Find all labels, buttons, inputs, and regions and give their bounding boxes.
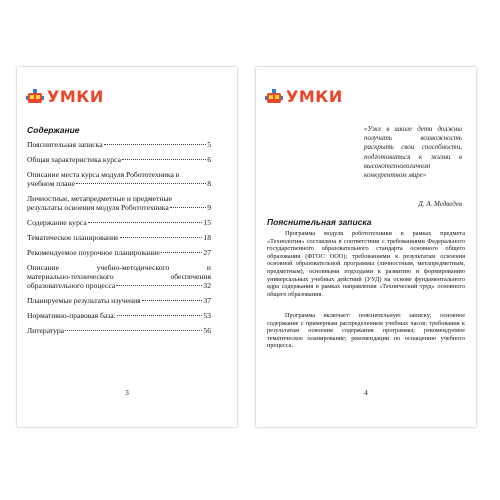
toc-item-page: 8 [207,179,211,188]
section-heading: Пояснительная записка [267,217,372,227]
toc-item-title: Рекомендуемое поурочное планирование [27,248,160,257]
robot-logo-icon [25,89,45,105]
left-page [17,67,237,427]
toc-item-title: Планируемые результаты изучения [27,296,141,305]
page-number: 3 [125,388,129,397]
toc-item[interactable] [27,194,211,212]
toc-item-title: Тематическое планирование [27,233,119,242]
toc-item-title: результаты освоения модуля Робототехника [27,203,169,212]
toc-item[interactable] [27,326,211,335]
toc-item-page: 5 [207,140,211,149]
toc-item[interactable] [27,296,211,305]
epigraph: «Уже в школе дети должны получить возможность раскрыть свои способности, подготовиться к жизни в высокотехнологичном конкурентном мире» [364,125,462,180]
toc-item[interactable] [27,263,211,290]
body-paragraph: Программа включает: пояснительную записку; основное содержание с примерным распределением учебных часов; требования к результатам освоения содержания программы; рекомендуемое тематическое планирование; рекомендации по оснащению учебного процесса. [267,312,465,350]
toc-item-page: 53 [203,311,211,320]
logo-text: УМКИ [47,87,104,106]
toc-item-title: Общая характеристика курса [27,155,121,164]
toc-heading: Содержание [27,125,80,135]
logo-text: УМКИ [286,87,343,106]
toc-item-title: Литература [27,326,65,335]
logo [264,87,343,106]
toc-item-title: учебном плане [27,179,75,188]
table-of-contents [27,140,211,341]
toc-item-page: 37 [203,296,211,305]
toc-item[interactable] [27,233,211,242]
toc-item[interactable] [27,155,211,164]
toc-item-line: материально-технического обеспечения [27,272,211,281]
toc-item-page: 32 [203,281,211,290]
page-number: 4 [364,388,368,397]
toc-item-line: Личностные, метапредметные и предметные [27,194,172,203]
toc-item[interactable] [27,311,211,320]
robot-logo-icon [264,89,284,105]
toc-item-title: Нормативно-правовая база: [27,311,116,320]
logo [25,87,104,106]
toc-item-line: Описание места курса модуля Робототехника в [27,170,180,179]
toc-item-page: 18 [203,233,211,242]
toc-item-page: 27 [203,248,211,257]
body-paragraph: Программа модуля робототехники в рамках предмета «Технология» составлена в соответствии с требованиями Федерального государственного образовательного стандарта основного общего образования (ФГОС ООО); требованиями к результатам освоения основной образовательной программы (личностным, метапредметным, предметным), основными подходами к развитию и формированию универсальных учебных действий (УУД) на основе фундаментального ядра содержания в рамках направления «Технический труд» основного общего образования. [267,230,465,298]
toc-item[interactable] [27,170,211,188]
toc-item-page: 15 [203,218,211,227]
toc-item-title: Пояснительная записка [27,140,103,149]
toc-item-title: образовательного процесса [27,281,116,290]
toc-item-page: 9 [207,203,211,212]
right-page [256,67,476,427]
toc-item-title: Содержание курса [27,218,87,227]
toc-item-page: 56 [203,326,211,335]
toc-item-page: 6 [207,155,211,164]
toc-item[interactable] [27,140,211,149]
epigraph-author: Д. А. Медведев [418,200,462,208]
toc-item-line: Описание учебно-методического и [27,263,211,272]
toc-item[interactable] [27,218,211,227]
toc-item[interactable] [27,248,211,257]
